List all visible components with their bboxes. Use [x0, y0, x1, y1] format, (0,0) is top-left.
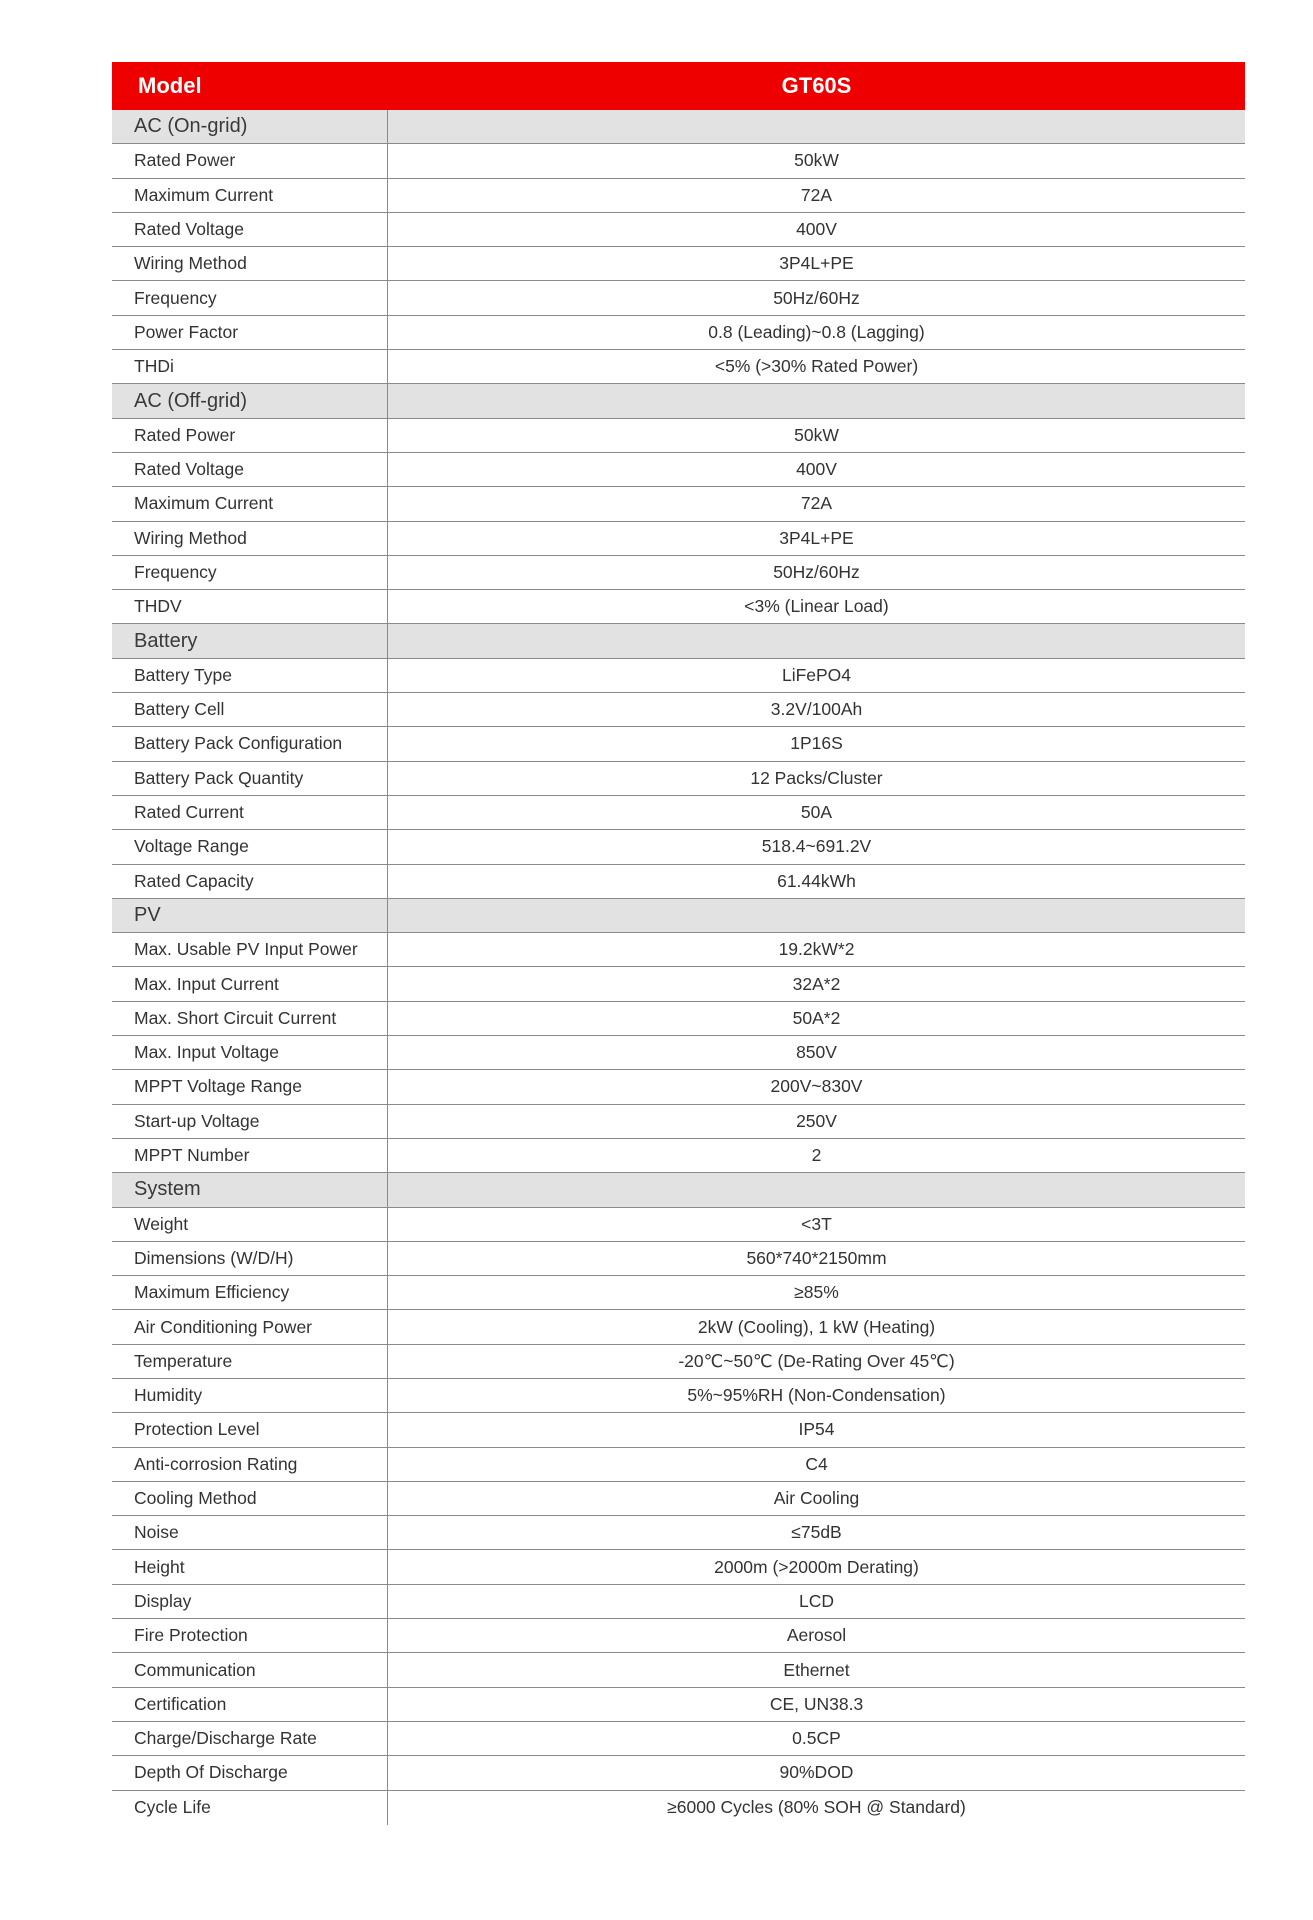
table-row	[112, 590, 1245, 624]
spec-label: Depth Of Discharge	[112, 1756, 388, 1789]
spec-label: Temperature	[112, 1345, 388, 1378]
spec-label: Battery Pack Quantity	[112, 762, 388, 795]
table-row	[112, 1550, 1245, 1584]
spec-label: Max. Input Current	[112, 967, 388, 1000]
table-row	[112, 1791, 1245, 1825]
spec-value: 250V	[796, 1110, 837, 1131]
spec-label: Communication	[112, 1653, 388, 1686]
table-row	[112, 1208, 1245, 1242]
spec-label: Dimensions (W/D/H)	[112, 1242, 388, 1275]
table-row	[112, 1413, 1245, 1447]
section-title: AC (Off-grid)	[112, 384, 388, 417]
spec-label: Maximum Current	[112, 179, 388, 212]
spec-value: 3.2V/100Ah	[770, 699, 863, 720]
spec-value: 2000m (>2000m Derating)	[714, 1556, 919, 1577]
table-row	[112, 727, 1245, 761]
spec-label: Frequency	[112, 556, 388, 589]
spec-label: Maximum Current	[112, 487, 388, 520]
spec-label: Rated Current	[112, 796, 388, 829]
section-header	[112, 384, 1245, 418]
spec-value: <5% (>30% Rated Power)	[714, 356, 919, 377]
spec-value: 0.8 (Leading)~0.8 (Lagging)	[708, 321, 925, 342]
spec-value: Ethernet	[783, 1659, 850, 1680]
table-row	[112, 693, 1245, 727]
spec-label: Anti-corrosion Rating	[112, 1448, 388, 1481]
spec-label: THDV	[112, 590, 388, 623]
spec-label: Rated Power	[112, 419, 388, 452]
table-row	[112, 179, 1245, 213]
spec-value: <3T	[801, 1213, 832, 1234]
spec-value: 50Hz/60Hz	[773, 562, 860, 582]
spec-label: Power Factor	[112, 316, 388, 349]
spec-value: 400V	[796, 459, 837, 480]
table-row	[112, 796, 1245, 830]
spec-value: 5%~95%RH (Non-Condensation)	[687, 1385, 946, 1406]
spec-label: Weight	[112, 1208, 388, 1241]
table-row	[112, 1756, 1245, 1790]
table-row	[112, 1448, 1245, 1482]
table-row	[112, 453, 1245, 487]
spec-label: Battery Type	[112, 659, 388, 692]
table-row	[112, 316, 1245, 350]
table-row	[112, 1585, 1245, 1619]
spec-label: Voltage Range	[112, 830, 388, 863]
table-row	[112, 144, 1245, 178]
spec-label: Cooling Method	[112, 1482, 388, 1515]
spec-value: C4	[805, 1453, 828, 1474]
table-row	[112, 967, 1245, 1001]
spec-value: IP54	[798, 1419, 835, 1440]
table-row	[112, 419, 1245, 453]
table-row	[112, 281, 1245, 315]
spec-label: Max. Input Voltage	[112, 1036, 388, 1069]
table-row	[112, 1242, 1245, 1276]
spec-value: -20℃~50℃ (De-Rating Over 45℃)	[678, 1350, 955, 1371]
spec-label: MPPT Voltage Range	[112, 1070, 388, 1103]
spec-label: Air Conditioning Power	[112, 1310, 388, 1343]
spec-value: <3% (Linear Load)	[744, 596, 889, 617]
section-header	[112, 110, 1245, 144]
table-row	[112, 556, 1245, 590]
spec-value: 3P4L+PE	[779, 253, 854, 274]
spec-value: 2kW (Cooling), 1 kW (Heating)	[697, 1316, 936, 1337]
table-row	[112, 1653, 1245, 1687]
spec-value: LiFePO4	[781, 664, 852, 685]
table-row	[112, 1482, 1245, 1516]
table-body	[112, 110, 1245, 1825]
spec-value: 3P4L+PE	[779, 527, 854, 548]
table-row	[112, 522, 1245, 556]
spec-value: ≥6000 Cycles (80% SOH @ Standard)	[667, 1797, 966, 1818]
section-header	[112, 1173, 1245, 1207]
spec-value: CE, UN38.3	[769, 1693, 864, 1714]
spec-value: 12 Packs/Cluster	[750, 767, 883, 788]
spec-value: 560*740*2150mm	[746, 1247, 887, 1268]
spec-label: Rated Voltage	[112, 453, 388, 486]
table-row	[112, 247, 1245, 281]
spec-value: 32A*2	[792, 973, 841, 994]
table-row	[112, 1002, 1245, 1036]
spec-label: Start-up Voltage	[112, 1105, 388, 1138]
table-row	[112, 1276, 1245, 1310]
spec-label: Frequency	[112, 281, 388, 314]
spec-label: Height	[112, 1550, 388, 1583]
spec-value: 518.4~691.2V	[761, 836, 872, 857]
spec-label: Certification	[112, 1688, 388, 1721]
spec-label: Cycle Life	[112, 1791, 388, 1825]
spec-label: Rated Power	[112, 144, 388, 177]
table-row	[112, 830, 1245, 864]
spec-value: ≥85%	[794, 1282, 839, 1303]
spec-label: Rated Capacity	[112, 865, 388, 898]
spec-label: Display	[112, 1585, 388, 1618]
spec-value: 19.2kW*2	[778, 939, 855, 960]
spec-label: Rated Voltage	[112, 213, 388, 246]
spec-value: 50kW	[794, 424, 839, 445]
spec-value: 0.5CP	[792, 1728, 841, 1749]
table-row	[112, 213, 1245, 247]
spec-label: Battery Pack Configuration	[112, 727, 388, 760]
spec-value: 850V	[796, 1042, 837, 1063]
table-row	[112, 933, 1245, 967]
table-row	[112, 1070, 1245, 1104]
spec-label: Max. Short Circuit Current	[112, 1002, 388, 1035]
table-row	[112, 1139, 1245, 1173]
spec-value: 72A	[800, 184, 833, 205]
spec-label: Charge/Discharge Rate	[112, 1722, 388, 1755]
table-row	[112, 1688, 1245, 1722]
spec-value: Air Cooling	[773, 1488, 860, 1509]
spec-label: Fire Protection	[112, 1619, 388, 1652]
section-header	[112, 899, 1245, 933]
spec-value: LCD	[798, 1590, 834, 1611]
spec-value: 61.44kWh	[777, 870, 856, 891]
table-row	[112, 1516, 1245, 1550]
spec-value: 72A	[800, 493, 833, 514]
spec-label: Max. Usable PV Input Power	[112, 933, 388, 966]
table-row	[112, 865, 1245, 899]
table-row	[112, 1619, 1245, 1653]
section-title: PV	[112, 899, 388, 932]
table-row	[112, 1036, 1245, 1070]
header-label: Model	[138, 73, 202, 98]
table-row	[112, 1379, 1245, 1413]
table-row	[112, 659, 1245, 693]
spec-label: Protection Level	[112, 1413, 388, 1446]
spec-value: 50Hz/60Hz	[773, 287, 860, 308]
table-row	[112, 1105, 1245, 1139]
table-row	[112, 350, 1245, 384]
table-row	[112, 1310, 1245, 1344]
table-header	[112, 62, 1245, 110]
header-model-value: GT60S	[781, 73, 852, 98]
spec-value: 1P16S	[790, 733, 843, 754]
spec-label: Wiring Method	[112, 247, 388, 280]
spec-value: ≤75dB	[791, 1522, 842, 1543]
spec-label: Maximum Efficiency	[112, 1276, 388, 1309]
spec-value: 50A	[800, 802, 833, 823]
spec-label: Wiring Method	[112, 522, 388, 555]
spec-value: Aerosol	[786, 1625, 847, 1646]
table-row	[112, 762, 1245, 796]
table-row	[112, 1345, 1245, 1379]
table-row	[112, 487, 1245, 521]
spec-label: Humidity	[112, 1379, 388, 1412]
spec-value: 50A*2	[792, 1007, 841, 1028]
section-header	[112, 624, 1245, 658]
spec-value: 50kW	[794, 150, 839, 171]
table-row	[112, 1722, 1245, 1756]
spec-value: 90%DOD	[779, 1762, 854, 1783]
spec-table	[112, 62, 1245, 1825]
section-title: Battery	[112, 624, 388, 657]
spec-value: 400V	[796, 219, 837, 240]
section-title: System	[112, 1173, 388, 1206]
section-title: AC (On-grid)	[112, 110, 388, 143]
spec-value: 200V~830V	[770, 1076, 863, 1097]
spec-label: MPPT Number	[112, 1139, 388, 1172]
spec-label: THDi	[112, 350, 388, 383]
spec-label: Battery Cell	[112, 693, 388, 726]
spec-value: 2	[811, 1145, 822, 1166]
spec-label: Noise	[112, 1516, 388, 1549]
